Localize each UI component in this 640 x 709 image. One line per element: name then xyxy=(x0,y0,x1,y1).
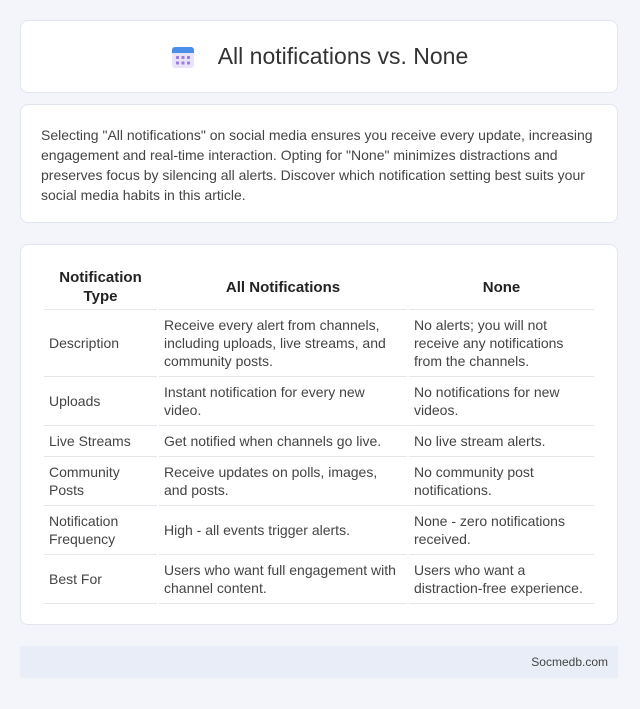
row-all-cell: Receive updates on polls, images, and posts. xyxy=(159,457,407,506)
comparison-table-card xyxy=(20,244,618,625)
row-none-cell: No live stream alerts. xyxy=(409,426,594,457)
row-type-cell: Uploads xyxy=(44,377,157,426)
row-all-cell: High - all events trigger alerts. xyxy=(159,506,407,555)
row-none-cell: None - zero notifications received. xyxy=(409,506,594,555)
row-type-cell: Community Posts xyxy=(44,457,157,506)
table-row xyxy=(44,377,594,426)
table-header-row xyxy=(44,265,594,310)
column-header-none: None xyxy=(409,265,594,310)
intro-text: Selecting "All notifications" on social media ensures you receive every update, increasing engagement and real-time interaction. Opting for "None" minimizes distractions and preserves focus by silencing all alerts. Discover which notification setting best suits your social media habits in this article. xyxy=(41,127,593,203)
calendar-icon xyxy=(170,44,196,70)
row-none-cell: No alerts; you will not receive any notifications from the channels. xyxy=(409,310,594,377)
table-row xyxy=(44,506,594,555)
table-row xyxy=(44,310,594,377)
footer-site-link[interactable]: Socmedb.com xyxy=(531,655,608,669)
row-type-cell: Best For xyxy=(44,555,157,604)
column-header-all: All Notifications xyxy=(159,265,407,310)
row-type-cell: Live Streams xyxy=(44,426,157,457)
row-none-cell: No community post notifications. xyxy=(409,457,594,506)
row-all-cell: Get notified when channels go live. xyxy=(159,426,407,457)
row-all-cell: Users who want full engagement with channel content. xyxy=(159,555,407,604)
intro-card xyxy=(20,104,618,223)
row-all-cell: Instant notification for every new video. xyxy=(159,377,407,426)
row-all-cell: Receive every alert from channels, including uploads, live streams, and community posts. xyxy=(159,310,407,377)
column-header-type: Notification Type xyxy=(44,265,157,310)
row-none-cell: No notifications for new videos. xyxy=(409,377,594,426)
table-row xyxy=(44,426,594,457)
page-title: All notifications vs. None xyxy=(217,43,469,69)
footer xyxy=(20,646,618,678)
row-type-cell: Description xyxy=(44,310,157,377)
table-row xyxy=(44,457,594,506)
comparison-table xyxy=(42,265,596,604)
table-row xyxy=(44,555,594,604)
title-card xyxy=(20,20,618,93)
row-none-cell: Users who want a distraction-free experience. xyxy=(409,555,594,604)
row-type-cell: Notification Frequency xyxy=(44,506,157,555)
